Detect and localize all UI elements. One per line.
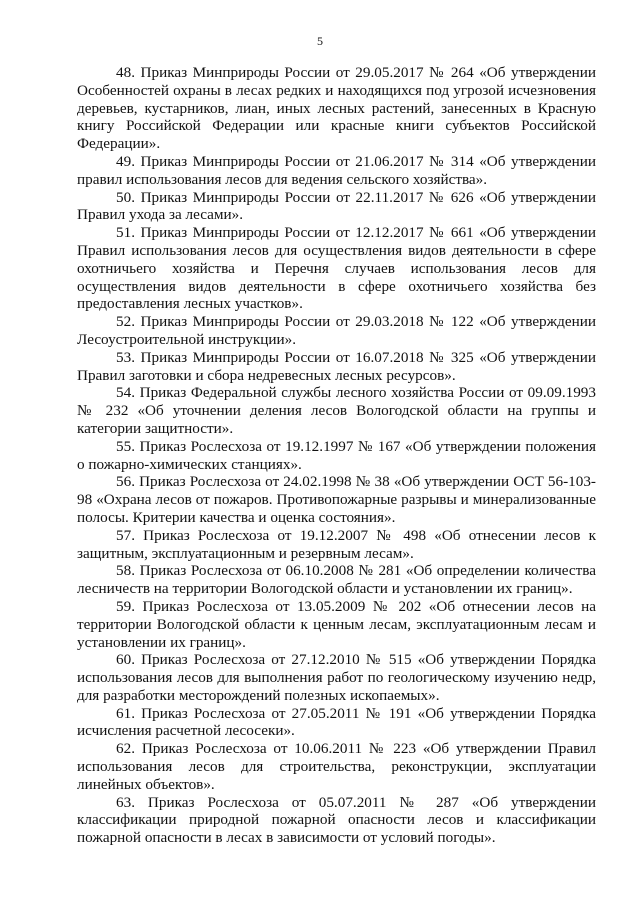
list-item: 59. Приказ Рослесхоза от 13.05.2009 № 202 «Об отнесении лесов на территории Вологодской области к ценным лесам, эксплуатационным лесам и установлении их границ». xyxy=(77,597,596,651)
list-item: 55. Приказ Рослесхоза от 19.12.1997 № 167 «Об утверждении положения о пожарно-химических станциях». xyxy=(77,437,596,473)
list-item: 49. Приказ Минприроды России от 21.06.2017 № 314 «Об утверждении правил использования лесов для ведения сельского хозяйства». xyxy=(77,152,596,188)
list-item: 48. Приказ Минприроды России от 29.05.2017 № 264 «Об утверждении Особенностей охраны в лесах редких и находящихся под угрозой исчезновения деревьев, кустарников, лиан, иных лесных растений, занесенных в Красную книгу Российской Федерации или красные книги субъектов Российской Федерации». xyxy=(77,64,596,153)
list-item: 62. Приказ Рослесхоза от 10.06.2011 № 223 «Об утверждении Правил использования лесов для строительства, реконструкции, эксплуатации линейных объектов». xyxy=(77,740,596,793)
page-number: 5 xyxy=(317,34,323,48)
list-item: 51. Приказ Минприроды России от 12.12.2017 № 661 «Об утверждении Правил использования лесов для осуществления видов деятельности в сфере охотничьего хозяйства и Перечня случаев использования лесов для осуществления видов деятельности в сфере охотничьего хозяйства без предоставления лесных участков». xyxy=(77,224,596,313)
list-item: 54. Приказ Федеральной службы лесного хозяйства России от 09.09.1993 № 232 «Об уточнении деления лесов Вологодской области на группы и категории защитности». xyxy=(77,384,596,437)
list-item: 56. Приказ Рослесхоза от 24.02.1998 № 38 «Об утверждении ОСТ 56-103-98 «Охрана лесов от пожаров. Противопожарные разрывы и минерализованные полосы. Критерии качества и оценка состояния». xyxy=(77,473,596,526)
list-item: 61. Приказ Рослесхоза от 27.05.2011 № 191 «Об утверждении Порядка исчисления расчетной лесосеки». xyxy=(77,704,596,740)
document-body xyxy=(77,64,596,847)
list-item: 63. Приказ Рослесхоза от 05.07.2011 № 287 «Об утверждении классификации природной пожарной опасности лесов и классификации пожарной опасности в лесах в зависимости от условий погоды». xyxy=(77,793,596,847)
list-item: 50. Приказ Минприроды России от 22.11.2017 № 626 «Об утверждении Правил ухода за лесами». xyxy=(77,188,596,224)
list-item: 58. Приказ Рослесхоза от 06.10.2008 № 281 «Об определении количества лесничеств на территории Вологодской области и установлении их границ». xyxy=(77,562,596,598)
list-item: 60. Приказ Рослесхоза от 27.12.2010 № 515 «Об утверждении Порядка использования лесов для выполнения работ по геологическому изучению недр, для разработки месторождений полезных ископаемых». xyxy=(77,651,596,704)
list-item: 53. Приказ Минприроды России от 16.07.2018 № 325 «Об утверждении Правил заготовки и сбора недревесных лесных ресурсов». xyxy=(77,348,596,384)
list-item: 52. Приказ Минприроды России от 29.03.2018 № 122 «Об утверждении Лесоустроительной инструкции». xyxy=(77,313,596,348)
list-item: 57. Приказ Рослесхоза от 19.12.2007 № 498 «Об отнесении лесов к защитным, эксплуатационным и резервным лесам». xyxy=(77,526,596,562)
